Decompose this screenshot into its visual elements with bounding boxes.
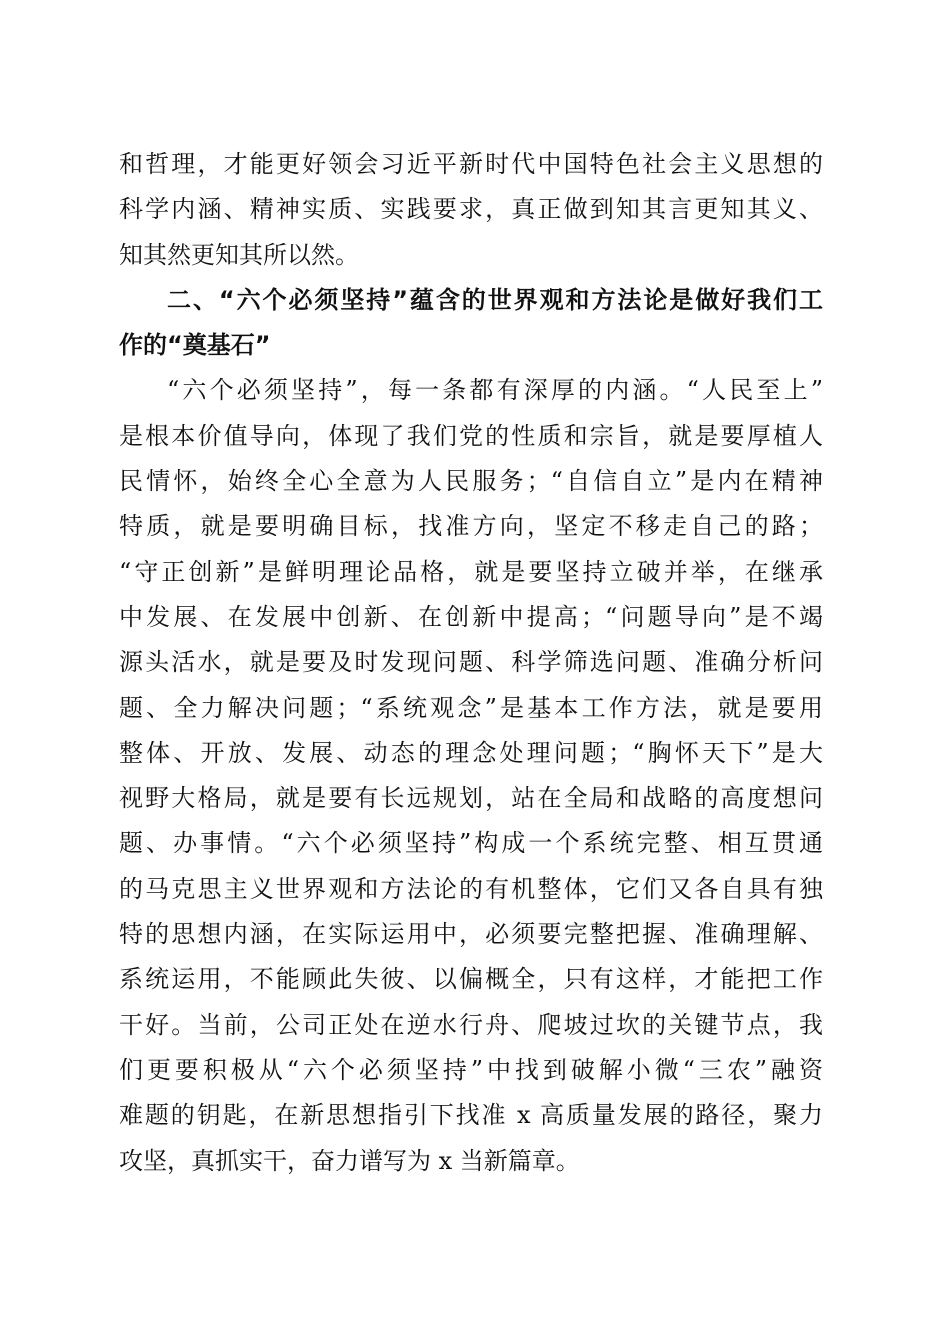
text-line: 的马克思主义世界观和方法论的有机整体，它们又各自具有独 <box>119 874 823 903</box>
text-line: 攻坚，真抓实干，奋力谱写为 x 当新篇章。 <box>119 1146 580 1175</box>
text-line: 题、办事情。“六个必须坚持”构成一个系统完整、相互贯通 <box>119 829 823 858</box>
continuation-paragraph <box>119 142 823 278</box>
heading-line: 作的“奠基石” <box>119 331 271 360</box>
heading-line: 二、“六个必须坚持”蕴含的世界观和方法论是做好我们工 <box>167 285 823 314</box>
text-line: 题、全力解决问题；“系统观念”是基本工作方法，就是要用 <box>119 693 823 722</box>
text-line: 难题的钥匙，在新思想指引下找准 x 高质量发展的路径，聚力 <box>119 1101 823 1130</box>
text-line: 民情怀，始终全心全意为人民服务；“自信自立”是内在精神 <box>119 467 823 496</box>
text-line: “守正创新”是鲜明理论品格，就是要坚持立破并举，在继承 <box>119 557 823 586</box>
text-line: 们更要积极从“六个必须坚持”中找到破解小微“三农”融资 <box>119 1055 823 1084</box>
text-line: 系统运用，不能顾此失彼、以偏概全，只有这样，才能把工作 <box>119 965 823 994</box>
text-line: 和哲理，才能更好领会习近平新时代中国特色社会主义思想的 <box>119 150 823 178</box>
section-heading <box>119 278 823 369</box>
text-line: “六个必须坚持”，每一条都有深厚的内涵。“人民至上” <box>167 376 823 405</box>
text-line: 知其然更知其所以然。 <box>119 240 359 269</box>
text-line: 视野大格局，就是要有长远规划，站在全局和战略的高度想问 <box>119 784 823 813</box>
document-body <box>119 142 823 1184</box>
text-line: 中发展、在发展中创新、在创新中提高；“问题导向”是不竭 <box>119 602 823 631</box>
text-line: 是根本价值导向，体现了我们党的性质和宗旨，就是要厚植人 <box>119 421 823 450</box>
text-line: 科学内涵、精神实质、实践要求，真正做到知其言更知其义、 <box>119 195 823 224</box>
text-line: 整体、开放、发展、动态的理念处理问题；“胸怀天下”是大 <box>119 738 823 767</box>
text-line: 特的思想内涵，在实际运用中，必须要完整把握、准确理解、 <box>119 920 823 949</box>
text-line: 干好。当前，公司正处在逆水行舟、爬坡过坎的关键节点，我 <box>119 1010 823 1039</box>
text-line: 特质，就是要明确目标，找准方向，坚定不移走自己的路； <box>119 512 823 541</box>
body-paragraph <box>119 368 823 1183</box>
text-line: 源头活水，就是要及时发现问题、科学筛选问题、准确分析问 <box>119 648 823 677</box>
